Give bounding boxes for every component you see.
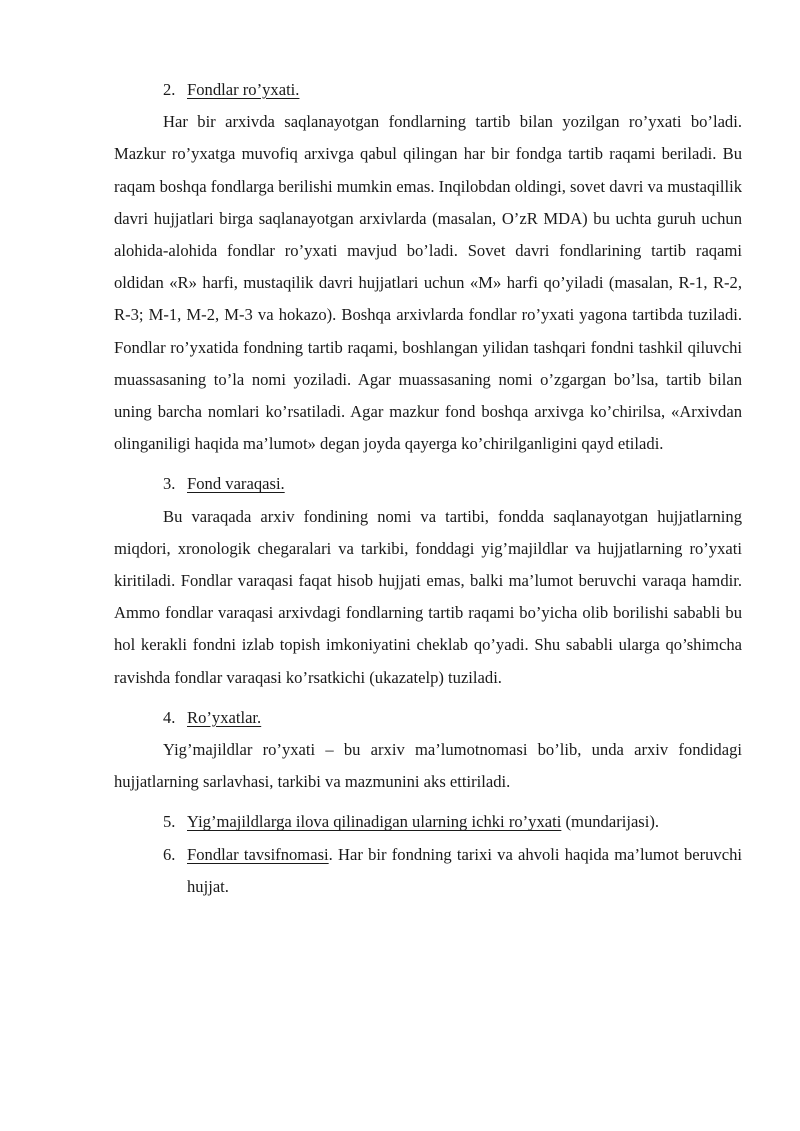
section-heading xyxy=(163,74,742,106)
section-number: 2. xyxy=(163,80,176,99)
section-title: Ro’yxatlar. xyxy=(187,707,262,727)
list-item xyxy=(163,839,742,903)
section-paragraph: Yig’majildlar ro’yxati – bu arxiv ma’lumotnomasi bo’lib, unda arxiv fondidagi hujjatlarning sarlavhasi, tarkibi va mazmunini aks ettiriladi. xyxy=(114,740,742,792)
section-title: Fondlar ro’yxati. xyxy=(187,80,300,99)
list-item-text: . Har bir fondning tarixi va ahvoli haqida ma’lumot beruvchi hujjat. xyxy=(187,844,743,896)
section-heading xyxy=(163,468,742,500)
section-heading xyxy=(163,702,742,734)
section-paragraph: Bu varaqada arxiv fondining nomi va tartibi, fondda saqlanayotgan hujjatlarning miqdori, xronologik chegaralari va tarkibi, fonddagi yig’majildlar va hujjatlarning ro’yxati kiritiladi. Fondlar varaqasi faqat hisob hujjati emas, balki ma’lumot beruvchi varaqa hamdir. Ammo fondlar varaqasi arxivdagi fondlarning tartib raqami bo’yicha olib borilishi sababli bu hol kerakli fondni izlab topish imkoniyatini cheklab qo’yadi. Shu sababli ularga qo’shimcha ravishda fondlar varaqasi ko’rsatkichi (ukazatelp) tuziladi. xyxy=(114,506,742,687)
section-number: 3. xyxy=(163,474,176,494)
list-item-body xyxy=(187,839,742,903)
list-item-title: Yig’majildlarga ilova qilinadigan ularning ichki ro’yxati xyxy=(187,812,562,832)
list-item-text: (mundarijasi). xyxy=(561,812,660,832)
list-item-number: 5. xyxy=(163,812,176,832)
section-number: 4. xyxy=(163,707,176,727)
list-item-body xyxy=(187,806,742,838)
list-item-number: 6. xyxy=(163,844,176,864)
list-item-title: Fondlar tavsifnomasi xyxy=(187,844,329,864)
list-item xyxy=(163,806,742,838)
section-paragraph: Har bir arxivda saqlanayotgan fondlarning tartib bilan yozilgan ro’yxati bo’ladi. Mazkur ro’yxatga muvofiq arxivga qabul qilingan har bir fondga tartib raqami beriladi. Bu raqam boshqa fondlarga berilishi mumkin emas. Inqilobdan oldingi, sovet davri va mustaqillik davri hujjatlari birga saqlanayotgan arxivlarda (masalan, O’zR MDA) bu uchta guruh uchun alohida-alohida fondlar ro’yxati mavjud bo’ladi. Sovet davri fondlarining tartib raqami oldidan «R» harfi, mustaqilik davri hujjatlari uchun «M» harfi qo’yiladi (masalan, R-1, R-2, R-3; M-1, M-2, M-3 va hokazo). Boshqa arxivlarda fondlar ro’yxati yagona tartibda tuziladi. Fondlar ro’yxatida fondning tartib raqami, boshlangan yilidan tashqari fondni tashkil qiluvchi muassasaning to’la nomi yoziladi. Agar muassasaning nomi o’zgargan bo’lsa, tartib bilan uning barcha nomlari ko’rsatiladi. Agar mazkur fond boshqa arxivga ko’chirilsa, «Arxivdan olinganiligi haqida ma’lumot» degan joyda qayerga ko’chirilganligini qayd etiladi. xyxy=(114,112,742,454)
section-title: Fond varaqasi. xyxy=(187,474,285,494)
document-page xyxy=(114,74,742,903)
